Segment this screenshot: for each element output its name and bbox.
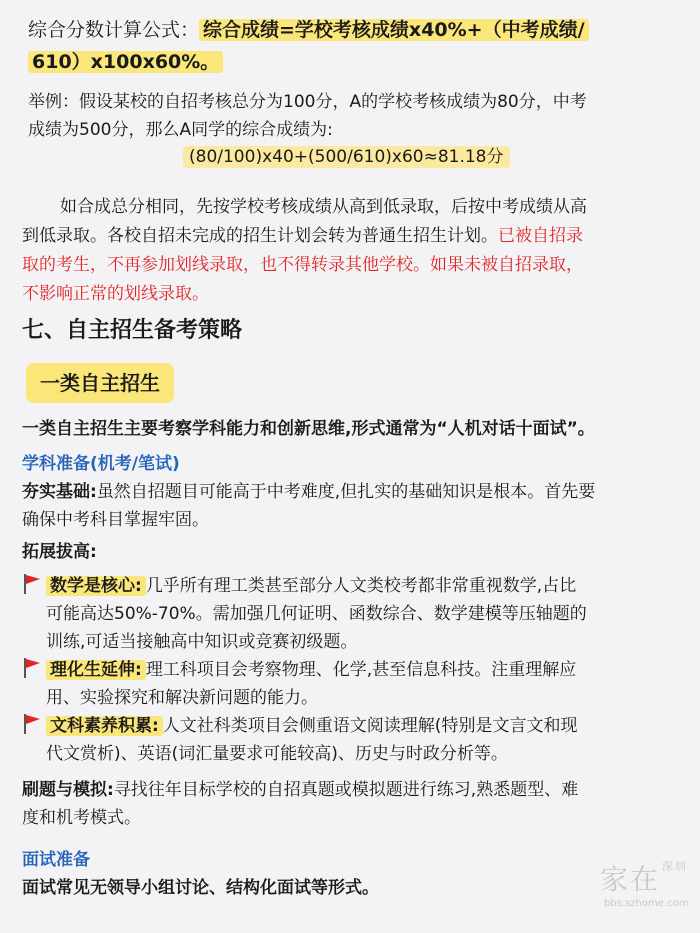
watermark-logo bbox=[600, 858, 688, 898]
foundation-line-2: 确保中考科目掌握牢固。 bbox=[22, 510, 209, 530]
red-flag-icon bbox=[22, 713, 42, 735]
formula-highlight-2: 610）x100x60%。 bbox=[28, 51, 223, 73]
admission-line-2 bbox=[22, 222, 583, 250]
example-line-1: 举例：假设某校的自招考核总分为100分，A的学校考核成绩为80分，中考 bbox=[28, 92, 587, 112]
practice-label: 刷题与模拟: bbox=[22, 780, 114, 800]
practice-text-1: 寻找往年目标学校的自招真题或模拟题进行练习,熟悉题型、难 bbox=[113, 780, 579, 800]
math-item-label: 数学是核心: bbox=[46, 576, 146, 596]
admission-line-2-red: 已被自招录 bbox=[498, 226, 583, 246]
interview-heading: 面试准备 bbox=[22, 850, 90, 870]
math-item-line-1 bbox=[22, 572, 576, 600]
admission-line-4: 不影响正常的划线录取。 bbox=[22, 284, 209, 304]
arts-item-text-1: 人文社科类项目会侧重语文阅读理解(特别是文言文和现 bbox=[162, 716, 578, 736]
arts-item-label: 文科素养积累: bbox=[46, 716, 163, 736]
math-item-line-2: 可能高达50%-70%。需加强几何证明、函数综合、数学建模等压轴题的 bbox=[46, 604, 587, 624]
math-item-line-3: 训练,可适当接触高中知识或竞赛初级题。 bbox=[46, 632, 358, 652]
arts-item-line-2: 代文赏析)、英语(词汇量要求可能较高)、历史与时政分析等。 bbox=[46, 744, 508, 764]
red-flag-icon bbox=[22, 573, 42, 595]
arts-item-line-1 bbox=[22, 712, 577, 740]
red-flag-icon bbox=[22, 657, 42, 679]
watermark-sub: 深圳 bbox=[662, 860, 689, 873]
science-item-label: 理化生延伸: bbox=[46, 660, 146, 680]
foundation-label: 夯实基础: bbox=[22, 482, 97, 502]
admission-line-1: 如合成总分相同，先按学校考核成绩从高到低录取，后按中考成绩从高 bbox=[60, 197, 587, 217]
formula-highlight-1: 综合成绩=学校考核成绩x40%+（中考成绩/ bbox=[199, 19, 589, 41]
foundation-text-1: 虽然自招题目可能高于中考难度,但扎实的基础知识是根本。首先要 bbox=[96, 482, 596, 502]
example-calc-text: (80/100)x40+(500/610)x60≈81.18分 bbox=[183, 146, 510, 168]
practice-line-1 bbox=[22, 776, 578, 804]
subject-prep-heading: 学科准备(机考/笔试) bbox=[22, 454, 180, 474]
admission-line-2-normal: 到低录取。各校自招未完成的招生计划会转为普通生招生计划。 bbox=[22, 226, 498, 246]
foundation-line-1 bbox=[22, 478, 595, 506]
science-item-line-2: 用、实验探究和解决新问题的能力。 bbox=[46, 688, 318, 708]
science-item-text-1: 理工科项目会考察物理、化学,甚至信息科技。注重理解应 bbox=[145, 660, 577, 680]
formula-label: 综合分数计算公式： bbox=[28, 19, 200, 41]
example-line-2: 成绩为500分，那么A同学的综合成绩为: bbox=[28, 120, 333, 140]
admission-line-3: 取的考生，不再参加划线录取，也不得转录其他学校。如果未被自招录取， bbox=[22, 255, 583, 275]
formula-line-2 bbox=[28, 46, 223, 78]
watermark-text: 家在 bbox=[600, 863, 661, 896]
math-item-text-1: 几乎所有理工类甚至部分人文类校考都非常重视数学,占比 bbox=[145, 576, 577, 596]
watermark-url: bbs.szhome.com bbox=[604, 898, 689, 909]
interview-text: 面试常见无领导小组讨论、结构化面试等形式。 bbox=[22, 878, 379, 898]
extend-label: 拓展拔高: bbox=[22, 542, 97, 562]
science-item-line-1 bbox=[22, 656, 576, 684]
intro-text: 一类自主招生主要考察学科能力和创新思维,形式通常为“人机对话十面试”。 bbox=[22, 419, 595, 439]
practice-line-2: 度和机考模式。 bbox=[22, 808, 141, 828]
section-title: 七、自主招生备考策略 bbox=[22, 318, 243, 343]
formula-line-1 bbox=[28, 14, 589, 46]
example-calc bbox=[183, 143, 510, 171]
category-badge: 一类自主招生 bbox=[26, 363, 174, 403]
